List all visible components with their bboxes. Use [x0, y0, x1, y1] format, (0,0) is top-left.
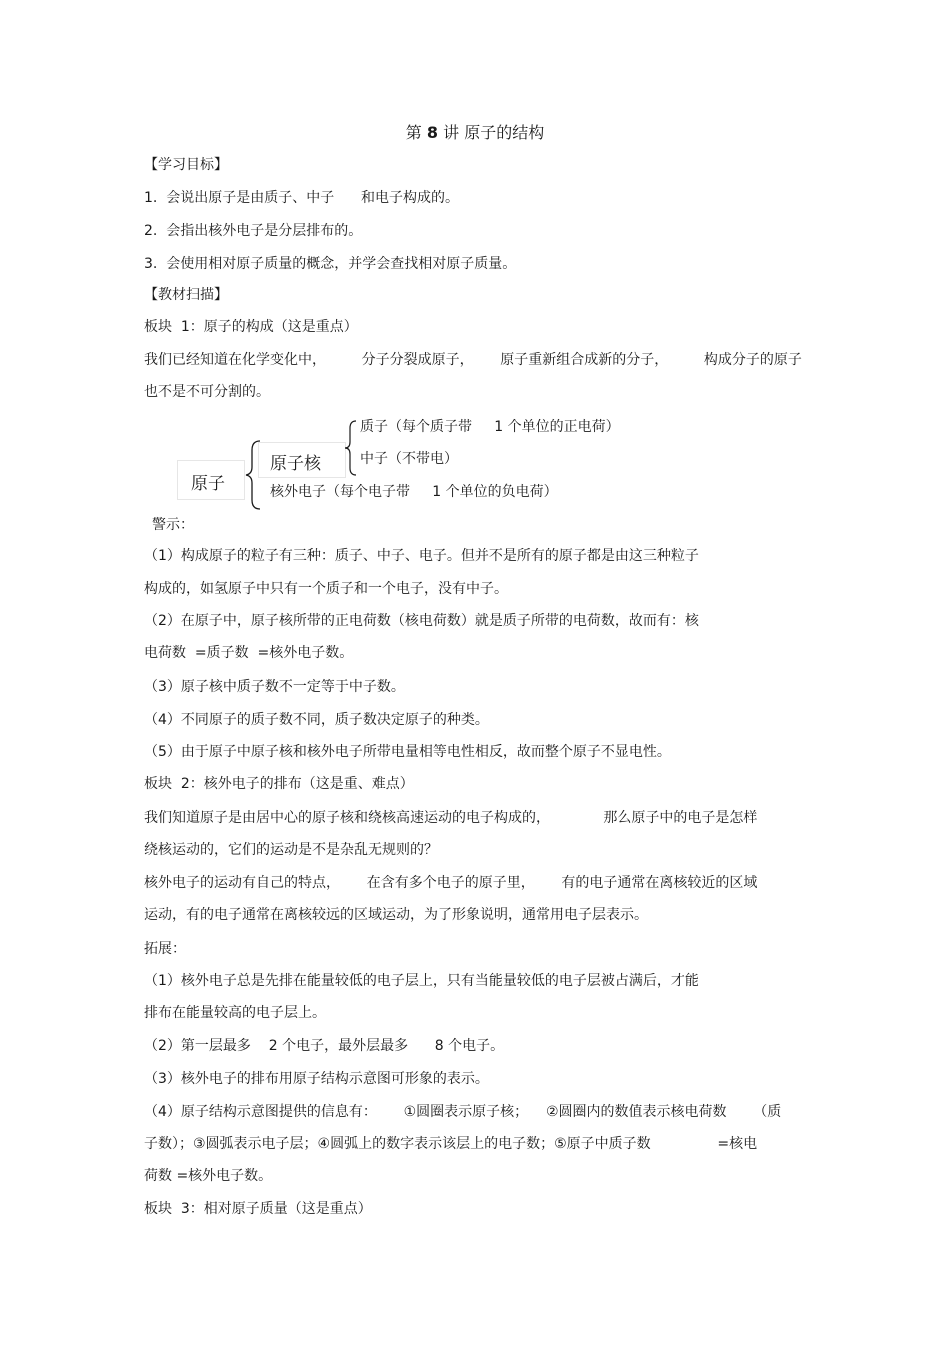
extension-4-line-1: （4）原子结构示意图提供的信息有： ①圆圈表示原子核； ②圆圈内的数值表示核电荷数 （质 [144, 1104, 782, 1120]
block2-paragraph-1-line-1: 我们知道原子是由居中心的原子核和绕核高速运动的电子构成的， 那么原子中的电子是怎样 [144, 810, 758, 826]
block2-paragraph-2-line-1: 核外电子的运动有自己的特点， 在含有多个电子的原子里， 有的电子通常在离核较近的区域 [144, 875, 758, 891]
goals-header: 【学习目标】 [144, 157, 228, 173]
extension-1-line-2: 排布在能量较高的电子层上。 [144, 1005, 326, 1021]
warning-4: （4）不同原子的质子数不同，质子数决定原子的种类。 [144, 712, 489, 728]
extension-1-line-1: （1）核外电子总是先排在能量较低的电子层上，只有当能量较低的电子层被占满后，才能 [144, 973, 699, 989]
goal-item-2: 2. 会指出核外电子是分层排布的。 [144, 223, 363, 239]
extension-2: （2）第一层最多 2 个电子，最外层最多 8 个电子。 [144, 1038, 505, 1054]
block2-title: 板块 2：核外电子的排布（这是重、难点） [144, 776, 414, 792]
extension-3: （3）核外电子的排布用原子结构示意图可形象的表示。 [144, 1071, 489, 1087]
intro-paragraph-line-2: 也不是不可分割的。 [144, 384, 270, 400]
extension-header: 拓展： [144, 941, 186, 957]
title-prefix: 第 [405, 123, 427, 142]
electron-description: 核外电子（每个电子带 1 个单位的负电荷） [270, 484, 558, 500]
warning-1-line-2: 构成的，如氢原子中只有一个质子和一个电子，没有中子。 [144, 581, 508, 597]
extension-4-line-2: 子数）；③圆弧表示电子层；④圆弧上的数字表示该层上的电子数；⑤原子中质子数 =核电 [144, 1136, 758, 1152]
warning-1-line-1: （1）构成原子的粒子有三种：质子、中子、电子。但并不是所有的原子都是由这三种粒子 [144, 548, 699, 564]
block3-title: 板块 3：相对原子质量（这是重点） [144, 1201, 372, 1217]
nucleus-label: 原子核 [270, 454, 321, 474]
nucleus-box [258, 442, 346, 478]
block1-title: 板块 1：原子的构成（这是重点） [144, 319, 358, 335]
warning-5: （5）由于原子中原子核和核外电子所带电量相等电性相反，故而整个原子不显电性。 [144, 744, 671, 760]
warning-header: 警示： [152, 517, 194, 533]
scan-header: 【教材扫描】 [144, 287, 228, 303]
title-number: 8 [426, 123, 439, 142]
warning-3: （3）原子核中质子数不一定等于中子数。 [144, 679, 405, 695]
goal-item-3: 3. 会使用相对原子质量的概念，并学会查找相对原子质量。 [144, 256, 517, 272]
proton-description: 质子（每个质子带 1 个单位的正电荷） [360, 419, 620, 435]
intro-paragraph-line-1: 我们已经知道在化学变化中， 分子分裂成原子， 原子重新组合成新的分子， 构成分子的原子 [144, 352, 802, 368]
extension-4-line-3: 荷数 =核外电子数。 [144, 1168, 273, 1184]
block2-paragraph-1-line-2: 绕核运动的，它们的运动是不是杂乱无规则的？ [144, 842, 438, 858]
neutron-description: 中子（不带电） [360, 451, 458, 467]
page-title [0, 120, 950, 143]
atom-box [177, 460, 245, 500]
warning-2-line-1: （2）在原子中，原子核所带的正电荷数（核电荷数）就是质子所带的电荷数，故而有：核 [144, 613, 699, 629]
warning-2-line-2: 电荷数 =质子数 =核外电子数。 [144, 645, 354, 661]
goal-item-1: 1. 会说出原子是由质子、中子 和电子构成的。 [144, 190, 459, 206]
atom-label: 原子 [191, 474, 225, 494]
title-suffix: 讲 原子的结构 [438, 123, 545, 142]
block2-paragraph-2-line-2: 运动，有的电子通常在离核较远的区域运动，为了形象说明，通常用电子层表示。 [144, 907, 648, 923]
nucleus-brace-icon [344, 420, 358, 476]
